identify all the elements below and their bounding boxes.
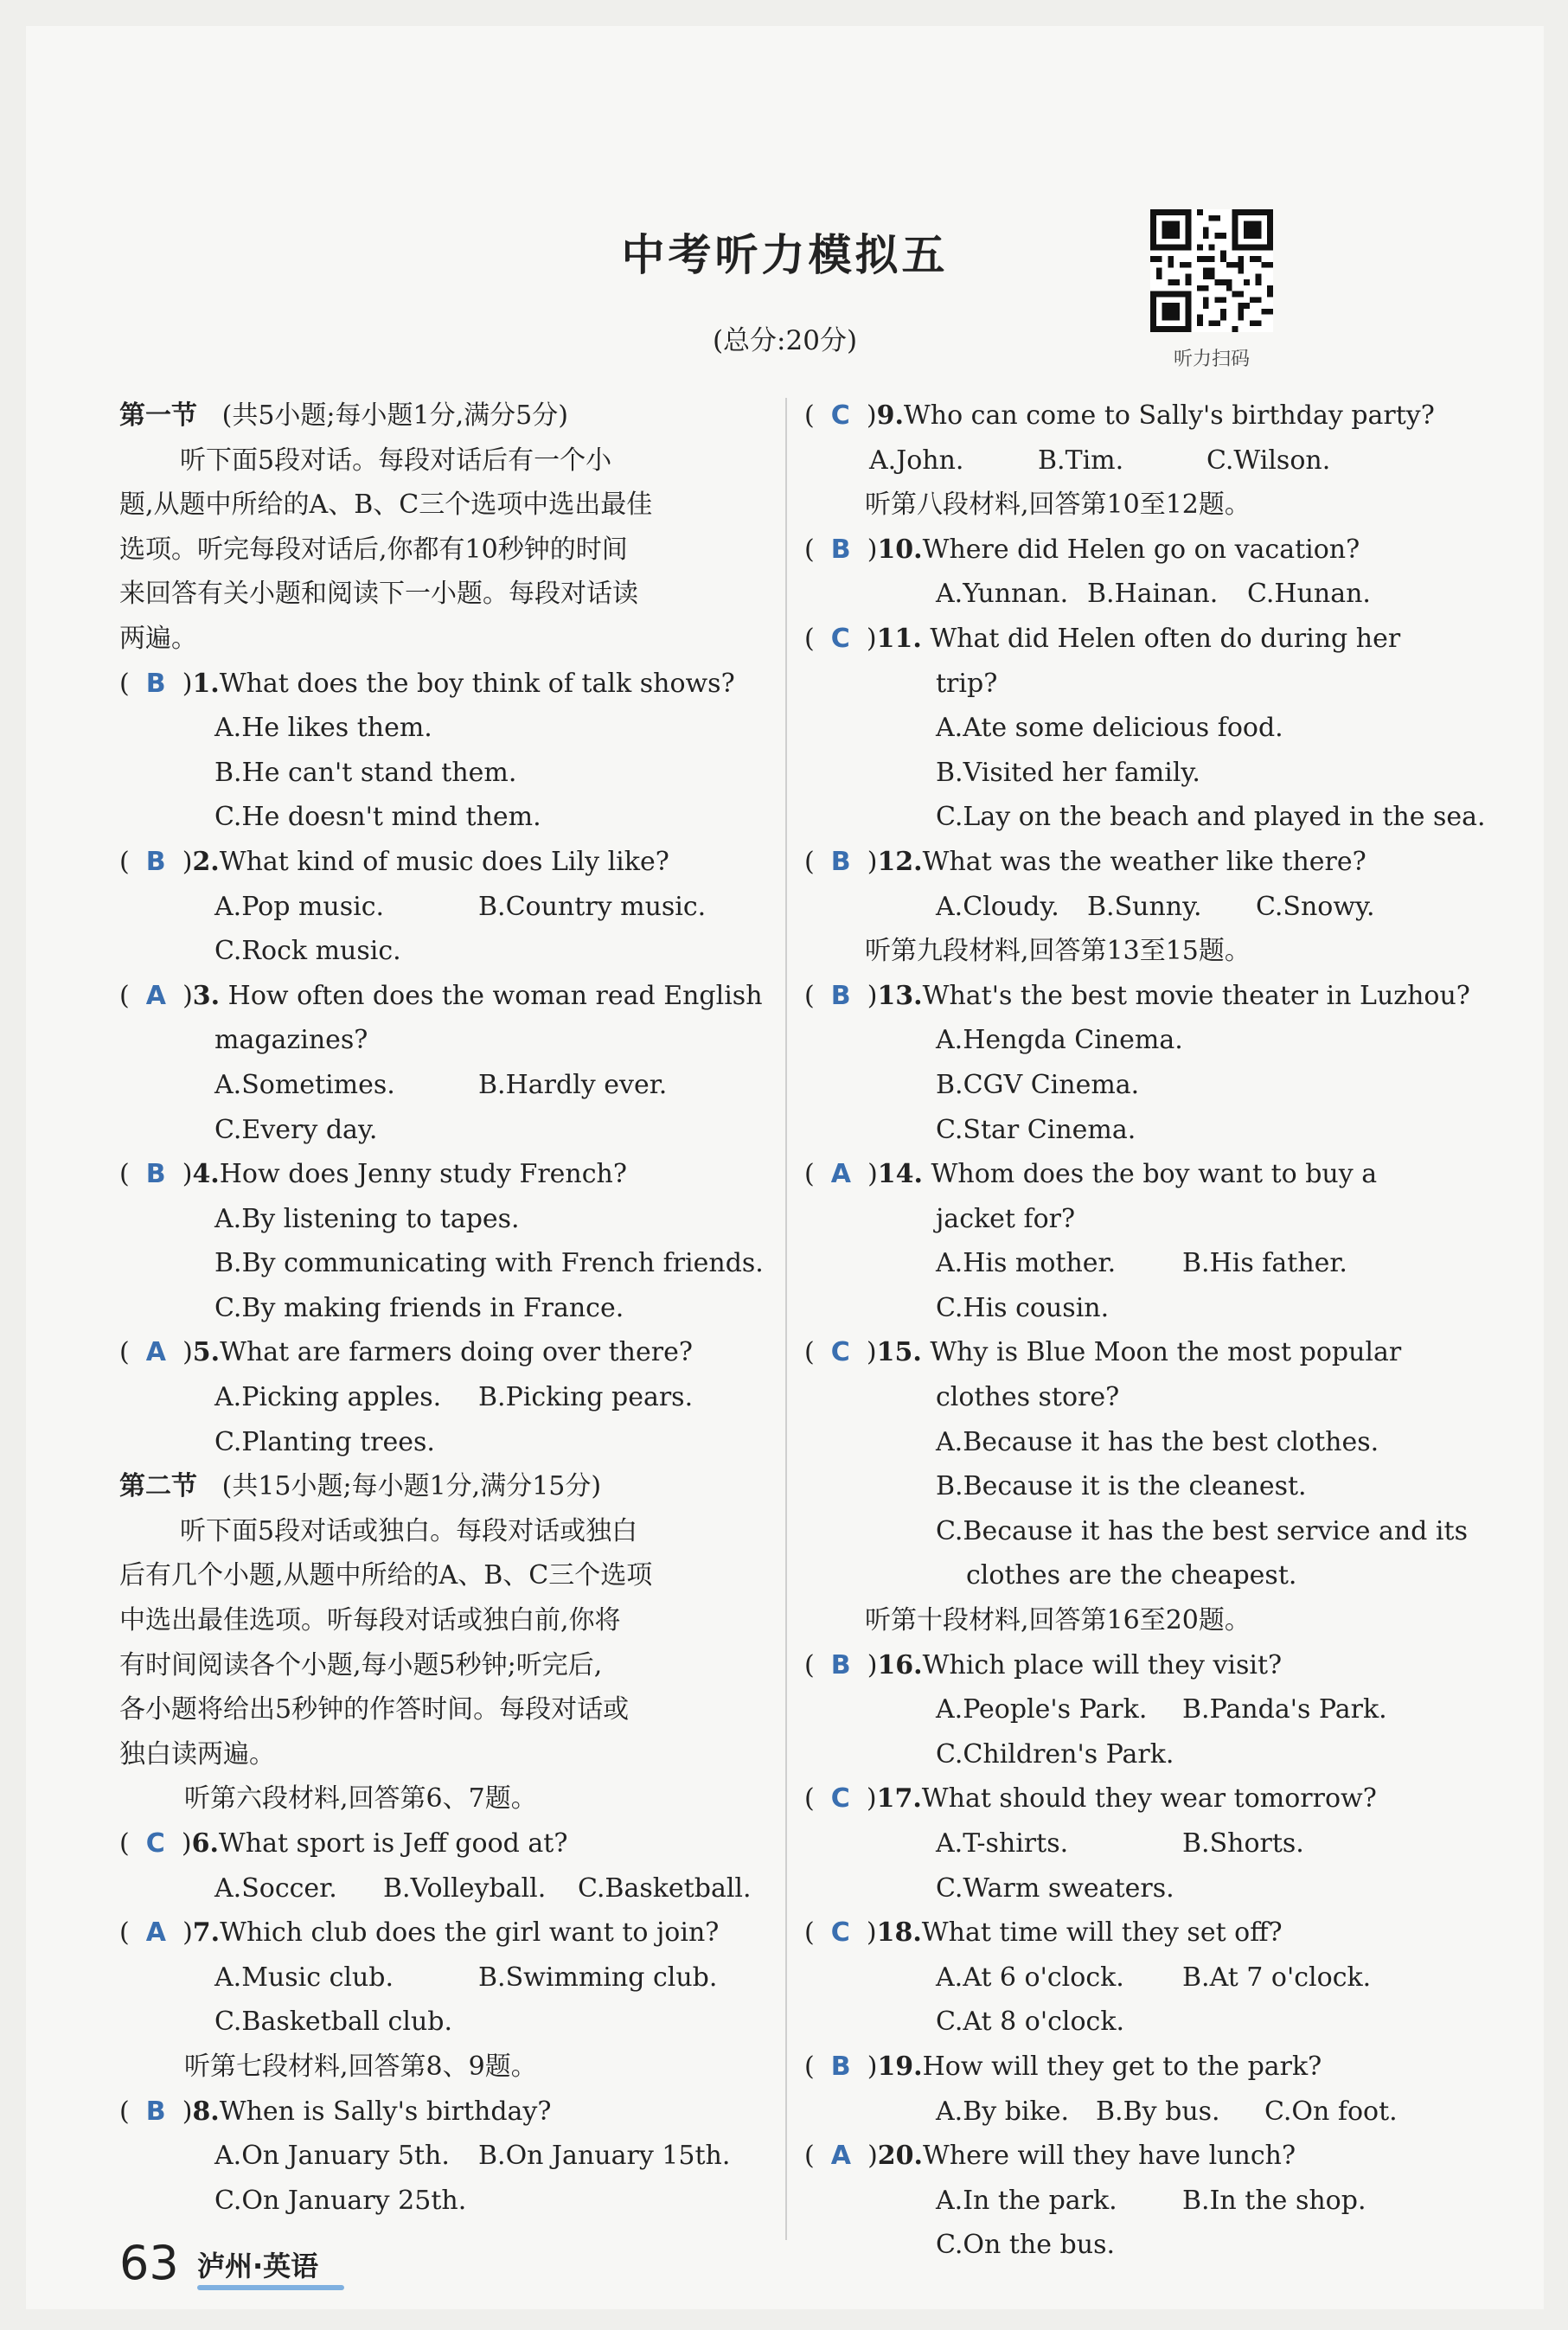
question-text: How will they get to the park? [922,2051,1322,2082]
question-5: ( A )5.What are farmers doing over there? [119,1337,693,1368]
section2-note: (共15小题;每小题1分,满分15分) [221,1471,602,1502]
option-a[interactable]: A.He likes them. [214,713,432,744]
question-14: ( A )14. Whom does the boy want to buy a [804,1159,1378,1190]
option-c[interactable]: C.Basketball. [578,1872,752,1904]
options-row [804,885,1462,930]
section2-instr-line: 有时间阅读各个小题,每小题5秒钟;听完后, [119,1649,603,1680]
options-row [119,1063,759,1108]
answer-blank[interactable]: B [145,668,166,699]
answer-blank[interactable]: C [145,1828,165,1859]
option-a[interactable]: A.Yunnan. [936,579,1069,610]
section2-instr-line: 独白读两遍。 [119,1738,275,1770]
question-19: ( B )19.How will they get to the park? [804,2051,1322,2082]
answer-blank[interactable]: B [145,2096,166,2127]
option-a[interactable]: A.Picking apples. [214,1382,442,1413]
option-c[interactable]: C.Rock music. [214,936,401,967]
question-number: 2. [192,846,220,877]
section2-heading: 第二节 [119,1471,197,1502]
section2-instr-line: 后有几个小题,从题中所给的A、B、C三个选项 [119,1560,653,1591]
left-column [119,394,764,2223]
answer-blank[interactable]: C [830,623,850,654]
question-3: ( A )3. How often does the woman read English [119,980,763,1011]
question-15: ( C )15. Why is Blue Moon the most popular [804,1337,1402,1368]
option-a[interactable]: A.Music club. [214,1962,394,1993]
section1-heading: 第一节 [119,400,197,431]
answer-blank[interactable]: B [830,2051,851,2082]
question-text-cont: clothes store? [936,1382,1120,1413]
option-c[interactable]: C.Star Cinema. [936,1114,1136,1145]
option-a[interactable]: A.Pop music. [214,891,385,922]
answer-blank[interactable]: A [830,2141,851,2172]
question-1: ( B )1.What does the boy think of talk shows? [119,668,735,699]
question-text: Which place will they visit? [922,1649,1283,1680]
section1-instr-line: 题,从题中所给的A、B、C三个选项中选出最佳 [119,490,653,521]
option-b[interactable]: B.At 7 o'clock. [1182,1962,1372,1993]
question-text: How does Jenny study French? [219,1159,627,1190]
option-c[interactable]: C.Every day. [214,1114,378,1145]
question-text: What are farmers doing over there? [220,1337,693,1368]
option-b[interactable]: B.On January 15th. [478,2141,731,2172]
score-note: (总分:20分) [712,325,858,356]
option-a[interactable]: A.John. [869,445,964,476]
option-a[interactable]: A.Ate some delicious food. [936,713,1283,744]
question-12: ( B )12.What was the weather like there? [804,846,1366,877]
question-number: 12. [877,846,923,877]
option-a[interactable]: A.On January 5th. [214,2141,450,2172]
option-c[interactable]: C.On foot. [1264,2096,1398,2127]
option-a[interactable]: A.T-shirts. [936,1828,1069,1859]
qr-code[interactable] [1150,209,1273,332]
option-c[interactable]: C.Basketball club. [214,2007,453,2038]
option-c[interactable]: C.At 8 o'clock. [936,2007,1125,2038]
options-row [804,2179,1462,2224]
material-heading: 听第七段材料,回答第8、9题。 [184,2051,537,2082]
question-number: 17. [876,1783,922,1815]
option-b[interactable]: B.By bus. [1096,2096,1220,2127]
question-number: 6. [191,1828,219,1859]
question-text-cont: trip? [936,668,998,699]
answer-blank[interactable]: A [830,1159,851,1190]
question-number: 15. [876,1337,922,1368]
option-a[interactable]: A.In the park. [936,2185,1117,2216]
answer-blank[interactable]: C [830,1337,850,1368]
option-b[interactable]: B.Volleyball. [383,1872,547,1904]
options-row [119,1866,759,1911]
question-10: ( B )10.Where did Helen go on vacation? [804,534,1360,565]
question-number: 3. [192,980,221,1011]
option-c[interactable]: C.He doesn't mind them. [214,802,541,833]
options-row [804,438,1462,483]
question-text: What was the weather like there? [922,846,1366,877]
option-a[interactable]: A.By listening to tapes. [214,1203,520,1234]
question-text: Which club does the girl want to join? [220,1917,720,1949]
question-number: 19. [877,2051,923,2082]
options-row [804,1956,1462,2000]
column-divider [785,398,787,2240]
option-a[interactable]: A.By bike. [936,2096,1069,2127]
option-c[interactable]: C.Planting trees. [214,1426,435,1457]
section1-instr-line: 两遍。 [119,623,197,654]
answer-blank[interactable]: C [830,1783,850,1815]
question-number: 11. [876,623,922,654]
option-b[interactable]: B.Panda's Park. [1182,1694,1387,1725]
option-a[interactable]: A.Sometimes. [214,1069,395,1100]
question-text: What should they wear tomorrow? [921,1783,1377,1815]
option-b[interactable]: B.In the shop. [1182,2185,1366,2216]
question-text: When is Sally's birthday? [219,2096,552,2127]
question-number: 1. [192,668,220,699]
question-text: Where will they have lunch? [922,2141,1296,2172]
answer-blank[interactable]: B [145,846,166,877]
question-number: 16. [877,1649,923,1680]
option-c[interactable]: C.Wilson. [1206,445,1331,476]
option-b[interactable]: B.His father. [1182,1248,1347,1279]
option-b[interactable]: B.Because it is the cleanest. [936,1471,1307,1502]
question-18: ( C )18.What time will they set off? [804,1917,1283,1949]
material-heading: 听第九段材料,回答第13至15题。 [865,936,1251,967]
question-2: ( B )2.What kind of music does Lily like? [119,846,669,877]
option-b[interactable]: B.CGV Cinema. [936,1069,1140,1100]
option-c[interactable]: C.His cousin. [936,1292,1110,1323]
section1-instr-line: 选项。听完每段对话后,你都有10秒钟的时间 [119,534,628,565]
question-number: 5. [192,1337,221,1368]
question-text: Whom does the boy want to buy a [931,1159,1378,1190]
answer-blank[interactable]: B [830,980,851,1011]
question-text: How often does the woman read English [227,980,763,1011]
option-b[interactable]: B.Hardly ever. [478,1069,668,1100]
option-a[interactable]: A.Because it has the best clothes. [936,1426,1379,1457]
option-c[interactable]: C.Hunan. [1247,579,1371,610]
question-16: ( B )16.Which place will they visit? [804,1649,1283,1680]
section1-header [119,394,759,438]
option-a[interactable]: A.His mother. [936,1248,1117,1279]
question-text: What sport is Jeff good at? [218,1828,568,1859]
page-title: 中考听力模拟五 [621,230,949,280]
material-heading: 听第八段材料,回答第10至12题。 [865,490,1251,521]
question-number: 7. [192,1917,221,1949]
question-6: ( C )6.What sport is Jeff good at? [119,1828,568,1859]
section1-instr-line: 来回答有关小题和阅读下一小题。每段对话读 [119,579,638,610]
options-row [804,2090,1462,2135]
option-c[interactable]: C.On the bus. [936,2230,1115,2261]
option-b[interactable]: B.By communicating with French friends. [214,1248,764,1279]
question-number: 10. [877,534,923,565]
option-a[interactable]: A.Hengda Cinema. [936,1025,1183,1056]
material-heading: 听第十段材料,回答第16至20题。 [865,1605,1251,1636]
right-column [804,394,1486,2268]
question-7: ( A )7.Which club does the girl want to join? [119,1917,720,1949]
option-c[interactable]: C.By making friends in France. [214,1292,624,1323]
question-text: Where did Helen go on vacation? [922,534,1360,565]
option-b[interactable]: B.Swimming club. [478,1962,718,1993]
question-9: ( C )9.Who can come to Sally's birthday party? [804,400,1435,431]
question-text: Why is Blue Moon the most popular [930,1337,1402,1368]
option-b[interactable]: B.Tim. [1038,445,1124,476]
option-b[interactable]: B.Hainan. [1087,579,1219,610]
question-text: What does the boy think of talk shows? [219,668,735,699]
option-c[interactable]: C.Warm sweaters. [936,1872,1174,1904]
qr-label: 听力扫码 [1173,349,1250,370]
options-row [804,1241,1462,1286]
question-text: What did Helen often do during her [930,623,1401,654]
question-number: 14. [877,1159,923,1190]
answer-blank[interactable]: A [145,980,166,1011]
option-c-cont: clothes are the cheapest. [966,1560,1297,1591]
option-b[interactable]: B.He can't stand them. [214,757,517,788]
section1-note: (共5小题;每小题1分,满分5分) [221,400,568,431]
answer-blank[interactable]: B [830,1649,851,1680]
options-row [119,2134,759,2179]
option-b[interactable]: B.Sunny. [1087,891,1202,922]
section2-instr-line: 听下面5段对话或独白。每段对话或独白 [180,1515,638,1546]
question-17: ( C )17.What should they wear tomorrow? [804,1783,1377,1815]
answer-blank[interactable]: B [830,534,851,565]
question-text-cont: jacket for? [936,1203,1076,1234]
option-b[interactable]: B.Shorts. [1182,1828,1304,1859]
option-b[interactable]: B.Visited her family. [936,757,1200,788]
options-row [119,885,759,930]
question-number: 20. [877,2141,923,2172]
question-number: 8. [192,2096,220,2127]
question-text: What's the best movie theater in Luzhou? [922,980,1470,1011]
question-13: ( B )13.What's the best movie theater in Luzhou? [804,980,1470,1011]
section2-instr-line: 中选出最佳选项。听每段对话或独白前,你将 [119,1605,621,1636]
answer-blank[interactable]: C [830,400,850,431]
question-number: 4. [192,1159,220,1190]
option-a[interactable]: A.At 6 o'clock. [936,1962,1124,1993]
question-number: 13. [877,980,923,1011]
question-20: ( A )20.Where will they have lunch? [804,2141,1296,2172]
options-row [119,1375,759,1420]
option-c[interactable]: C.Because it has the best service and its [936,1515,1468,1546]
options-row [119,1956,759,2000]
page-number: 63 [119,2236,179,2290]
section2-header [119,1464,759,1509]
material-heading: 听第六段材料,回答第6、7题。 [184,1783,537,1815]
footer-accent-bar [197,2285,344,2290]
option-a[interactable]: A.Cloudy. [936,891,1059,922]
option-c[interactable]: C.Lay on the beach and played in the sea. [936,802,1486,833]
question-text: What kind of music does Lily like? [219,846,669,877]
option-a[interactable]: A.People's Park. [936,1694,1148,1725]
question-text: What time will they set off? [921,1917,1283,1949]
question-8: ( B )8.When is Sally's birthday? [119,2096,552,2127]
answer-blank[interactable]: C [830,1917,850,1949]
options-row [804,1821,1462,1866]
question-text-cont: magazines? [214,1025,368,1056]
section1-instr-line: 听下面5段对话。每段对话后有一个小 [180,445,612,476]
worksheet-page [26,26,1544,2309]
options-row [804,572,1462,617]
answer-blank[interactable]: A [145,1337,166,1368]
option-b[interactable]: B.Country music. [478,891,707,922]
question-number: 18. [876,1917,922,1949]
question-11: ( C )11. What did Helen often do during her [804,623,1401,654]
answer-blank[interactable]: A [145,1917,166,1949]
book-label: 泸州·英语 [197,2250,319,2282]
options-row [804,1687,1462,1732]
option-a[interactable]: A.Soccer. [214,1872,337,1904]
option-b[interactable]: B.Picking pears. [478,1382,694,1413]
option-c[interactable]: C.Children's Park. [936,1738,1174,1770]
question-number: 9. [876,400,904,431]
answer-blank[interactable]: B [830,846,851,877]
question-4: ( B )4.How does Jenny study French? [119,1159,627,1190]
option-c[interactable]: C.On January 25th. [214,2185,467,2216]
answer-blank[interactable]: B [145,1159,166,1190]
question-text: Who can come to Sally's birthday party? [903,400,1435,431]
option-c[interactable]: C.Snowy. [1256,891,1375,922]
section2-instr-line: 各小题将给出5秒钟的作答时间。每段对话或 [119,1694,630,1725]
